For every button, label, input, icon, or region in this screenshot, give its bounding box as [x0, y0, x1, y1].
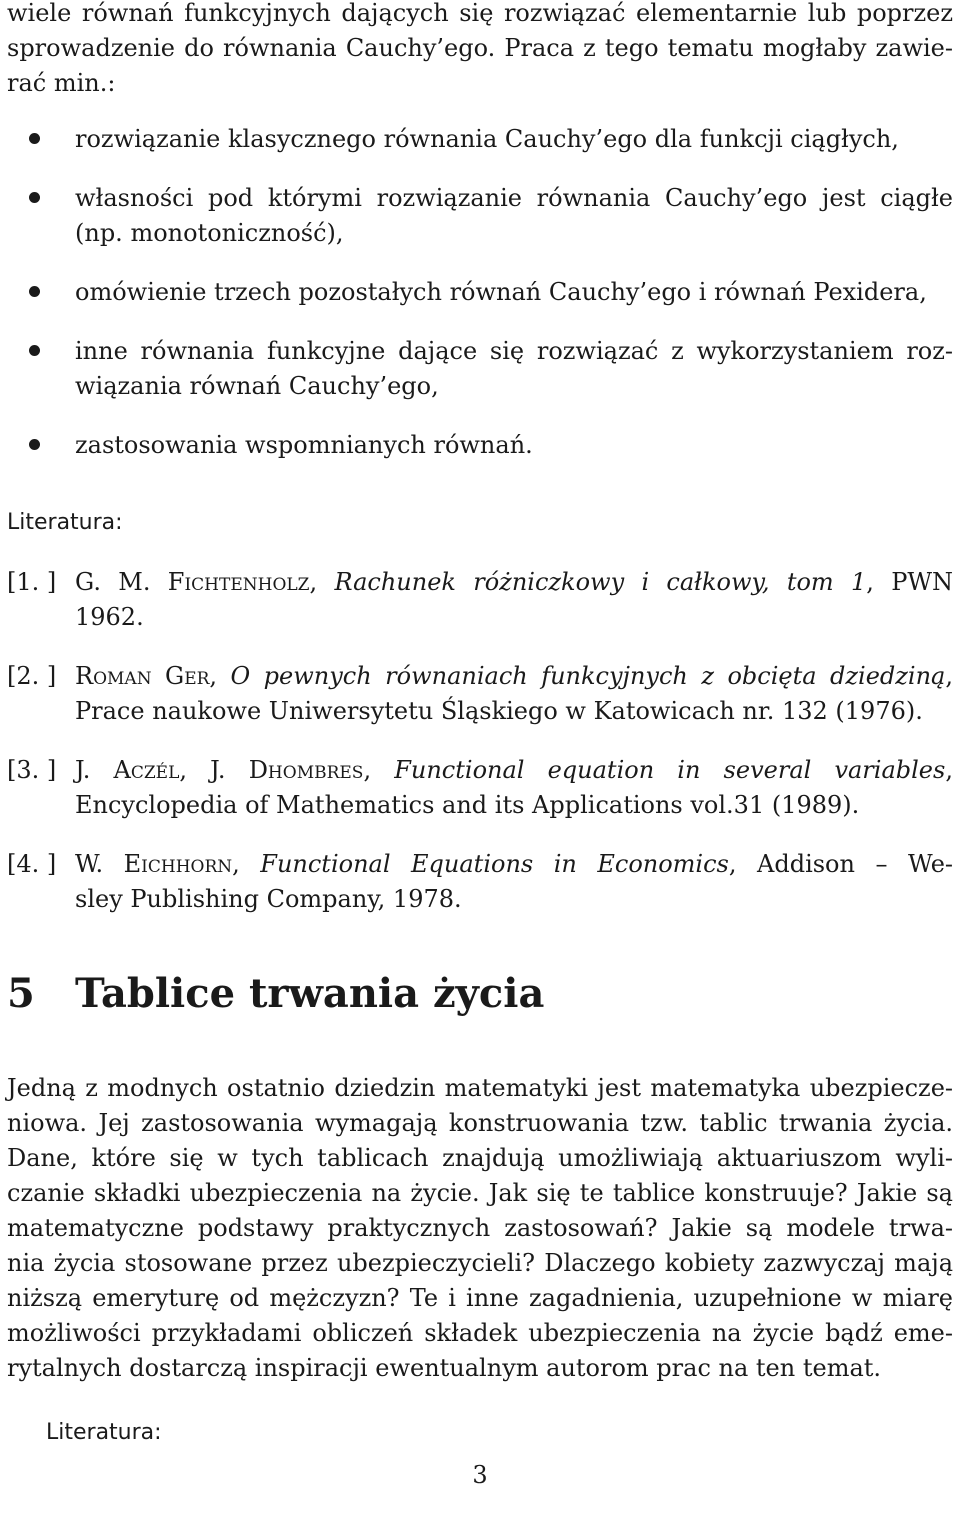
- reference-number: [1. ]: [7, 568, 57, 596]
- bullet-dot-icon: [29, 192, 40, 203]
- body-line: nia życia stosowane przez ubezpieczycieli? Dlaczego kobiety zazwyczaj mają: [7, 1249, 953, 1277]
- reference-title: O pewnych równaniach funkcyjnych z obcięta dziedziną: [230, 662, 946, 690]
- section-number: 5: [7, 970, 35, 1017]
- literature-heading: Literatura:: [7, 510, 123, 535]
- body-line: matematyczne podstawy praktycznych zastosowań? Jakie są modele trwa-: [7, 1214, 953, 1242]
- section-title: Tablice trwania życia: [75, 970, 545, 1017]
- intro-line: rać min.:: [7, 69, 116, 97]
- reference-author: Aczél: [113, 756, 180, 784]
- reference-item: G. M. Fichtenholz, Rachunek różniczkowy i całkowy, tom 1, PWN: [75, 568, 954, 596]
- reference-number: [2. ]: [7, 662, 57, 690]
- body-line: możliwości przykładami obliczeń składek ubezpieczenia na życie bądź eme-: [7, 1319, 953, 1347]
- body-line: czanie składki ubezpieczenia na życie. Jak się te tablice konstruuje? Jakie są: [7, 1179, 953, 1207]
- reference-initials: W.: [75, 850, 104, 878]
- reference-author: Eichhorn: [123, 850, 233, 878]
- reference-item: W. Eichhorn, Functional Equations in Economics, Addison – We-: [75, 850, 954, 878]
- bullet-item-text-part: (np. monotoniczność),: [75, 219, 344, 247]
- page-number: 3: [472, 1461, 488, 1489]
- reference-item-continued: sley Publishing Company, 1978.: [75, 885, 462, 913]
- reference-item: J. Aczél, J. Dhombres, Functional equation in several variables,: [75, 756, 953, 784]
- literature-heading: Literatura:: [46, 1420, 162, 1445]
- reference-number: [4. ]: [7, 850, 57, 878]
- bullet-dot-icon: [29, 133, 40, 144]
- reference-title: Functional Equations in Economics: [260, 850, 729, 878]
- bullet-item-text: zastosowania wspomnianych równań.: [75, 431, 533, 459]
- bullet-item-text: omówienie trzech pozostałych równań Cauchy’ego i równań Pexidera,: [75, 278, 927, 306]
- reference-publisher: , PWN: [866, 568, 954, 596]
- bullet-dot-icon: [29, 286, 40, 297]
- body-line: Jedną z modnych ostatnio dziedzin matematyki jest matematyka ubezpiecze-: [7, 1074, 953, 1102]
- reference-item-continued: Prace naukowe Uniwersytetu Śląskiego w Katowicach nr. 132 (1976).: [75, 697, 923, 725]
- bullet-dot-icon: [29, 345, 40, 356]
- reference-title: Rachunek różniczkowy i całkowy, tom 1: [334, 568, 867, 596]
- bullet-item-text: wiązania równań Cauchy’ego,: [75, 372, 439, 400]
- reference-author-2: Dhombres: [248, 756, 364, 784]
- bullet-item-text: własności pod którymi rozwiązanie równania Cauchy’ego jest ciągłe: [75, 184, 953, 212]
- reference-item-continued: Encyclopedia of Mathematics and its Applications vol.31 (1989).: [75, 791, 860, 819]
- body-line: rytalnych dostarczą inspiracji ewentualnym autorom prac na ten temat.: [7, 1354, 882, 1382]
- reference-number: [3. ]: [7, 756, 57, 784]
- reference-initials: G. M.: [75, 568, 151, 596]
- reference-author: Roman Ger: [75, 662, 210, 690]
- reference-publisher: , Addison – We-: [728, 850, 954, 878]
- body-line: niższą emeryturę od mężczyzn? Te i inne zagadnienia, uzupełnione w miarę: [7, 1284, 953, 1312]
- reference-tail: ,: [945, 662, 953, 690]
- reference-item-continued: 1962.: [75, 603, 144, 631]
- intro-line: sprowadzenie do równania Cauchy’ego. Praca z tego tematu mogłaby zawie-: [7, 34, 953, 62]
- reference-item: Roman Ger, O pewnych równaniach funkcyjnych z obcięta dziedziną,: [75, 662, 953, 690]
- reference-tail: ,: [945, 756, 953, 784]
- bullet-item-text: inne równania funkcyjne dające się rozwiązać z wykorzystaniem roz-: [75, 337, 953, 365]
- bullet-item-text: rozwiązanie klasycznego równania Cauchy’ego dla funkcji ciągłych,: [75, 125, 899, 153]
- bullet-item-text: [75, 216, 953, 250]
- bullet-dot-icon: [29, 439, 40, 450]
- reference-initials-2: , J.: [179, 756, 226, 784]
- reference-initials: J.: [75, 756, 91, 784]
- intro-line: wiele równań funkcyjnych dających się rozwiązać elementarnie lub poprzez: [7, 0, 953, 27]
- reference-author: Fichtenholz: [167, 568, 310, 596]
- body-line: niowa. Jej zastosowania wymagają konstruowania tzw. tablic trwania życia.: [7, 1109, 953, 1137]
- reference-title: Functional equation in several variables: [394, 756, 946, 784]
- body-line: Dane, które się w tych tablicach znajdują umożliwiają aktuariuszom wyli-: [7, 1144, 953, 1172]
